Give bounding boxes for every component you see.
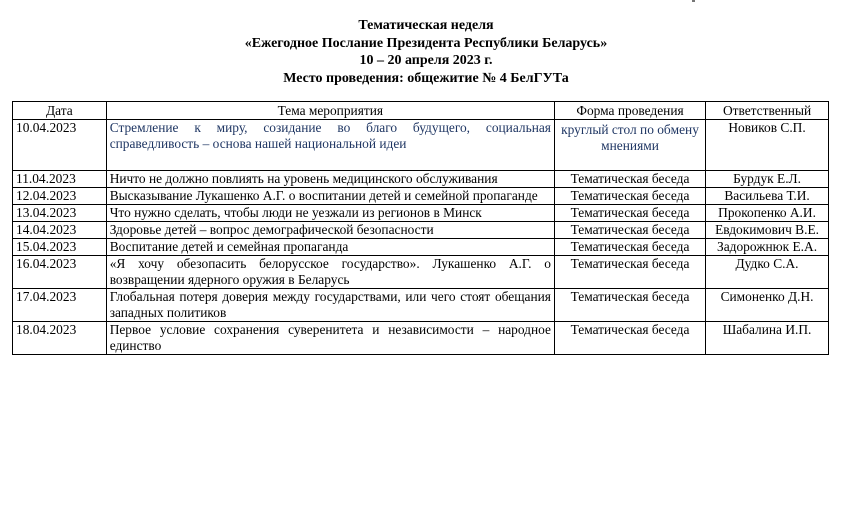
row-topic: Высказывание Лукашенко А.Г. о воспитании детей и семейной пропаганде <box>106 188 554 205</box>
header-title: Тематическая неделя <box>358 18 494 33</box>
row-responsible: Шабалина И.П. <box>706 322 829 355</box>
table-row <box>13 188 829 205</box>
row-date: 17.04.2023 <box>13 289 107 322</box>
row-topic: Первое условие сохранения суверенитета и независимости – народное единство <box>106 322 554 355</box>
row-responsible: Васильева Т.И. <box>706 188 829 205</box>
row-topic: Что нужно сделать, чтобы люди не уезжали из регионов в Минск <box>106 205 554 222</box>
table-row <box>13 289 829 322</box>
page-artifact-mark <box>692 0 695 2</box>
column-header-responsible: Ответственный <box>706 102 829 120</box>
row-responsible: Евдокимович В.Е. <box>706 222 829 239</box>
row-form: круглый стол по обмену мнениями <box>554 120 705 171</box>
document-header <box>0 17 852 87</box>
table-row <box>13 256 829 289</box>
row-topic: Глобальная потеря доверия между государствами, или чего стоят обещания западных политиков <box>106 289 554 322</box>
table-row <box>13 205 829 222</box>
table-header-row <box>13 102 829 120</box>
table-row <box>13 222 829 239</box>
row-topic: «Я хочу обезопасить белорусское государство». Лукашенко А.Г. о возвращении ядерного оружия в Беларусь <box>106 256 554 289</box>
row-date: 11.04.2023 <box>13 171 107 188</box>
header-subtitle: «Ежегодное Послание Президента Республики Беларусь» <box>244 35 608 51</box>
row-topic: Здоровье детей – вопрос демографической безопасности <box>106 222 554 239</box>
row-responsible: Бурдук Е.Л. <box>706 171 829 188</box>
row-form: Тематическая беседа <box>554 188 705 205</box>
row-form: Тематическая беседа <box>554 322 705 355</box>
row-date: 16.04.2023 <box>13 256 107 289</box>
row-date: 13.04.2023 <box>13 205 107 222</box>
row-form: Тематическая беседа <box>554 171 705 188</box>
row-form: Тематическая беседа <box>554 222 705 239</box>
row-date: 12.04.2023 <box>13 188 107 205</box>
row-form: Тематическая беседа <box>554 239 705 256</box>
row-date: 10.04.2023 <box>13 120 107 171</box>
table-row <box>13 322 829 355</box>
schedule-table <box>12 101 829 355</box>
row-topic: Воспитание детей и семейная пропаганда <box>106 239 554 256</box>
row-form: Тематическая беседа <box>554 289 705 322</box>
header-dates: 10 – 20 апреля 2023 г. <box>359 53 493 68</box>
column-header-date: Дата <box>13 102 107 120</box>
row-responsible: Задорожнюк Е.А. <box>706 239 829 256</box>
column-header-topic: Тема мероприятия <box>106 102 554 120</box>
column-header-form: Форма проведения <box>554 102 705 120</box>
row-responsible: Дудко С.А. <box>706 256 829 289</box>
table-row <box>13 171 829 188</box>
row-form: Тематическая беседа <box>554 205 705 222</box>
row-date: 15.04.2023 <box>13 239 107 256</box>
table-row <box>13 239 829 256</box>
header-venue: Место проведения: общежитие № 4 БелГУТа <box>283 70 569 86</box>
row-date: 18.04.2023 <box>13 322 107 355</box>
row-responsible: Прокопенко А.И. <box>706 205 829 222</box>
row-topic: Ничто не должно повлиять на уровень медицинского обслуживания <box>106 171 554 188</box>
row-date: 14.04.2023 <box>13 222 107 239</box>
row-form: Тематическая беседа <box>554 256 705 289</box>
row-topic: Стремление к миру, созидание во благо будущего, социальная справедливость – основа нашей национальной идеи <box>106 120 554 171</box>
row-responsible: Новиков С.П. <box>706 120 829 171</box>
table-row <box>13 120 829 171</box>
row-responsible: Симоненко Д.Н. <box>706 289 829 322</box>
